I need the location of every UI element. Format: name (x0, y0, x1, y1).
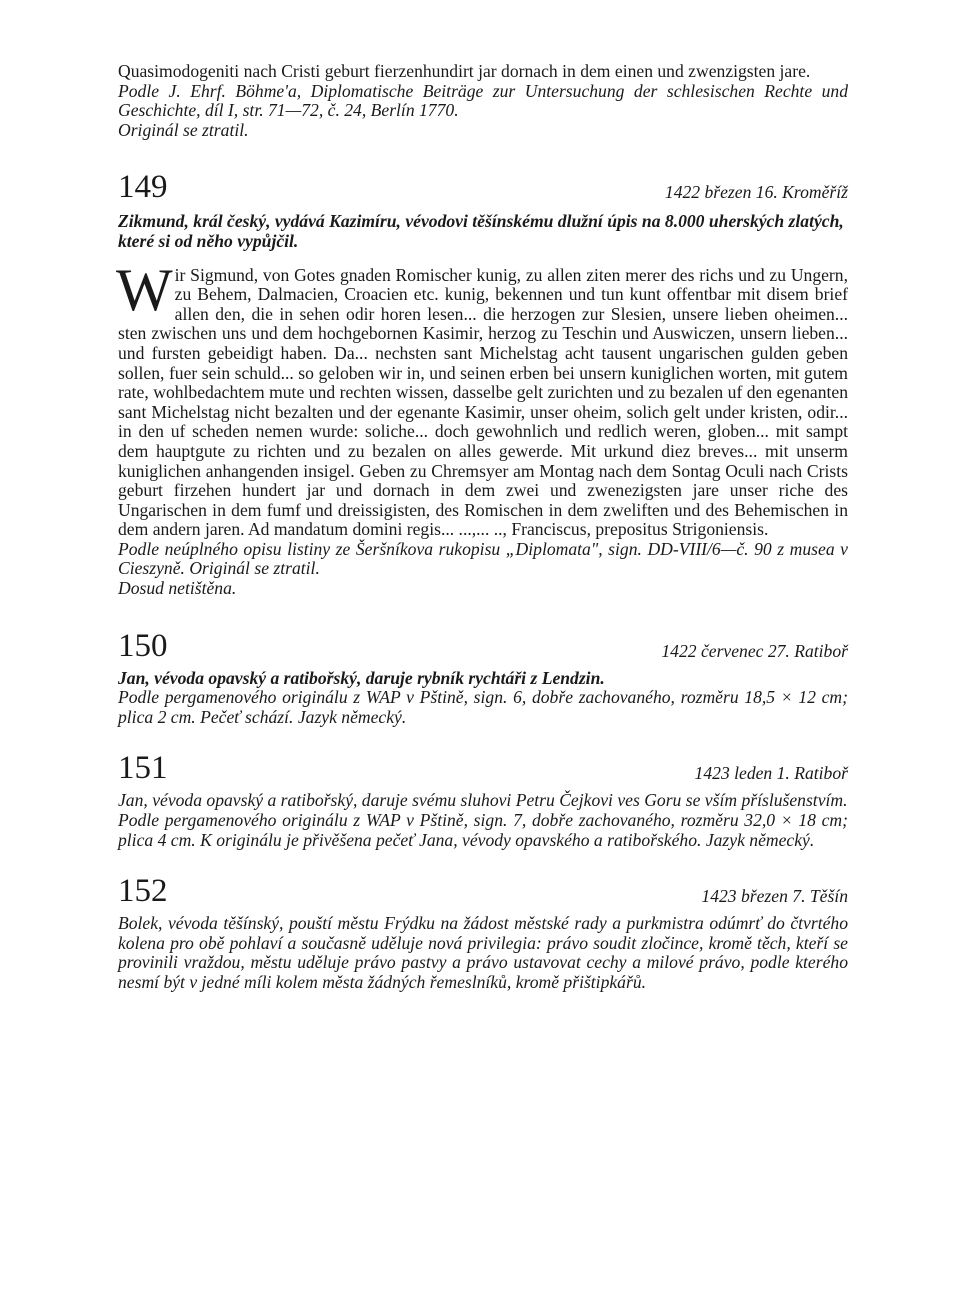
entry-date: 1423 březen 7. Těšín (701, 886, 848, 907)
continued-text: Quasimodogeniti nach Cristi geburt fierzenhundirt jar dornach in dem einen und zwenzigsten jare. (118, 61, 811, 81)
status-note: Dosud netištěna. (118, 578, 237, 599)
entry-number: 152 (118, 873, 168, 910)
entry-number: 150 (118, 627, 168, 664)
charter-text (116, 256, 848, 540)
source-note: Podle pergamenového originálu z WAP v Pštině, sign. 7, dobře zachovaného, rozměru 32,0 × 18 cm; plica 4 cm. K originálu je přivěšena pečeť Jana, vévody opavského a ratibořského. Jazyk německý. (118, 810, 848, 850)
document-page (118, 62, 848, 993)
drop-cap: W (116, 256, 173, 323)
entry-header-151 (118, 749, 848, 787)
entry-number: 149 (118, 169, 168, 206)
entry-regest: Bolek, vévoda těšínský, pouští městu Frýdku na žádost městské rady a purkmistra odúmrť do čtvrtého kolena pro obě pohlaví a současně uděluje nová privilegia: právo soudit zločince, kromě těch, kteří se provinili vraždou, městu uděluje právo pastvy a právo ustavovat cechy a milové právo, podle kterého nesmí být v jedné míli kolem města žádných řemeslníků, kromě přištipkářů. (118, 913, 848, 992)
entry-header-149 (118, 168, 848, 206)
source-note: Podle pergamenového originálu z WAP v Pštině, sign. 6, dobře zachovaného, rozměru 18,5 × 12 cm; plica 2 cm. Pečeť schází. Jazyk německý. (118, 687, 848, 727)
charter-body: ir Sigmund, von Gotes gnaden Romischer kunig, zu allen ziten merer des richs und zu Ungern, zu Behem, Dalmacien, Croacien etc. kunig, bekennen und tun kunt offentbar mit disem brief allen den, die in sehen odir horen lesen... die herzogen zur Slesien, unsere lieben oheimen... sten zwischen uns und dem hochgebornen Kasimir, herzog zu Teschin und Auswiczen, unsern lieben... und fursten gebeidigt haben. Da... nechsten sant Michelstag acht tausent ungarischen gulden geben sollen, fuer sein schuld... so geloben wir in, und seinen erben bei unsern kuniglichen worten, mit gutem rate, wohlbedachtem mute und rechten wissen, dasselbe gelt zurichten und zu bezalen uf den egenanten sant Michelstag nicht bezalten und der egenante Kasimir, unser oheim, solich gelt under kristen, odir... in den uf scheden nemen wurde: soliche... doch gewohnlich und redlich weren, globen... mit sampt dem hauptgute zu richten und zu bezalen on alles gewerde. Mit urkund diez breves... mit unserm kuniglichen anhangenden insigel. Geben zu Chremsyer am Montag nach dem Sontag Oculi nach Crists geburt firzehen hundert jar und dornach in dem zwei und zwenezigsten jare unser riche des Ungarischen in dem fumf und dreissigisten, des Romischen in dem zweliften und des Behemischen in dem andern jaren. Ad mandatum domini regis... ...,... .., Franciscus, prepositus Strigoniensis. (118, 264, 848, 540)
entry-date: 1422 březen 16. Kroměříž (664, 182, 848, 203)
entry-date: 1422 červenec 27. Ratiboř (661, 640, 848, 661)
source-note: Podle neúplného opisu listiny ze Šeršníkova rukopisu „Diplomata", sign. DD-VIII/6—č. 90 z musea v Cieszyně. Originál se ztratil. (118, 538, 848, 579)
entry-regest: Jan, vévoda opavský a ratibořský, daruje svému sluhovi Petru Čejkovi ves Goru se vším příslušenstvím. (118, 790, 848, 811)
entry-regest: Zikmund, král český, vydává Kazimíru, vévodovi těšínskému dlužní úpis na 8.000 uherských zlatých, které si od něho vypůjčil. (118, 211, 844, 251)
entry-number: 151 (118, 750, 168, 787)
entry-date: 1423 leden 1. Ratiboř (694, 763, 848, 784)
entry-header-150 (118, 627, 848, 665)
entry-regest: Jan, vévoda opavský a ratibořský, daruje rybník rychtáři z Lendzin. (118, 667, 605, 688)
source-note: Podle J. Ehrf. Böhme'a, Diplomatische Beiträge zur Untersuchung der schlesischen Rechte und Geschichte, díl I, str. 71—72, č. 24, Berlín 1770. (118, 80, 848, 121)
status-note: Originál se ztratil. (118, 119, 249, 140)
entry-header-152 (118, 872, 848, 910)
